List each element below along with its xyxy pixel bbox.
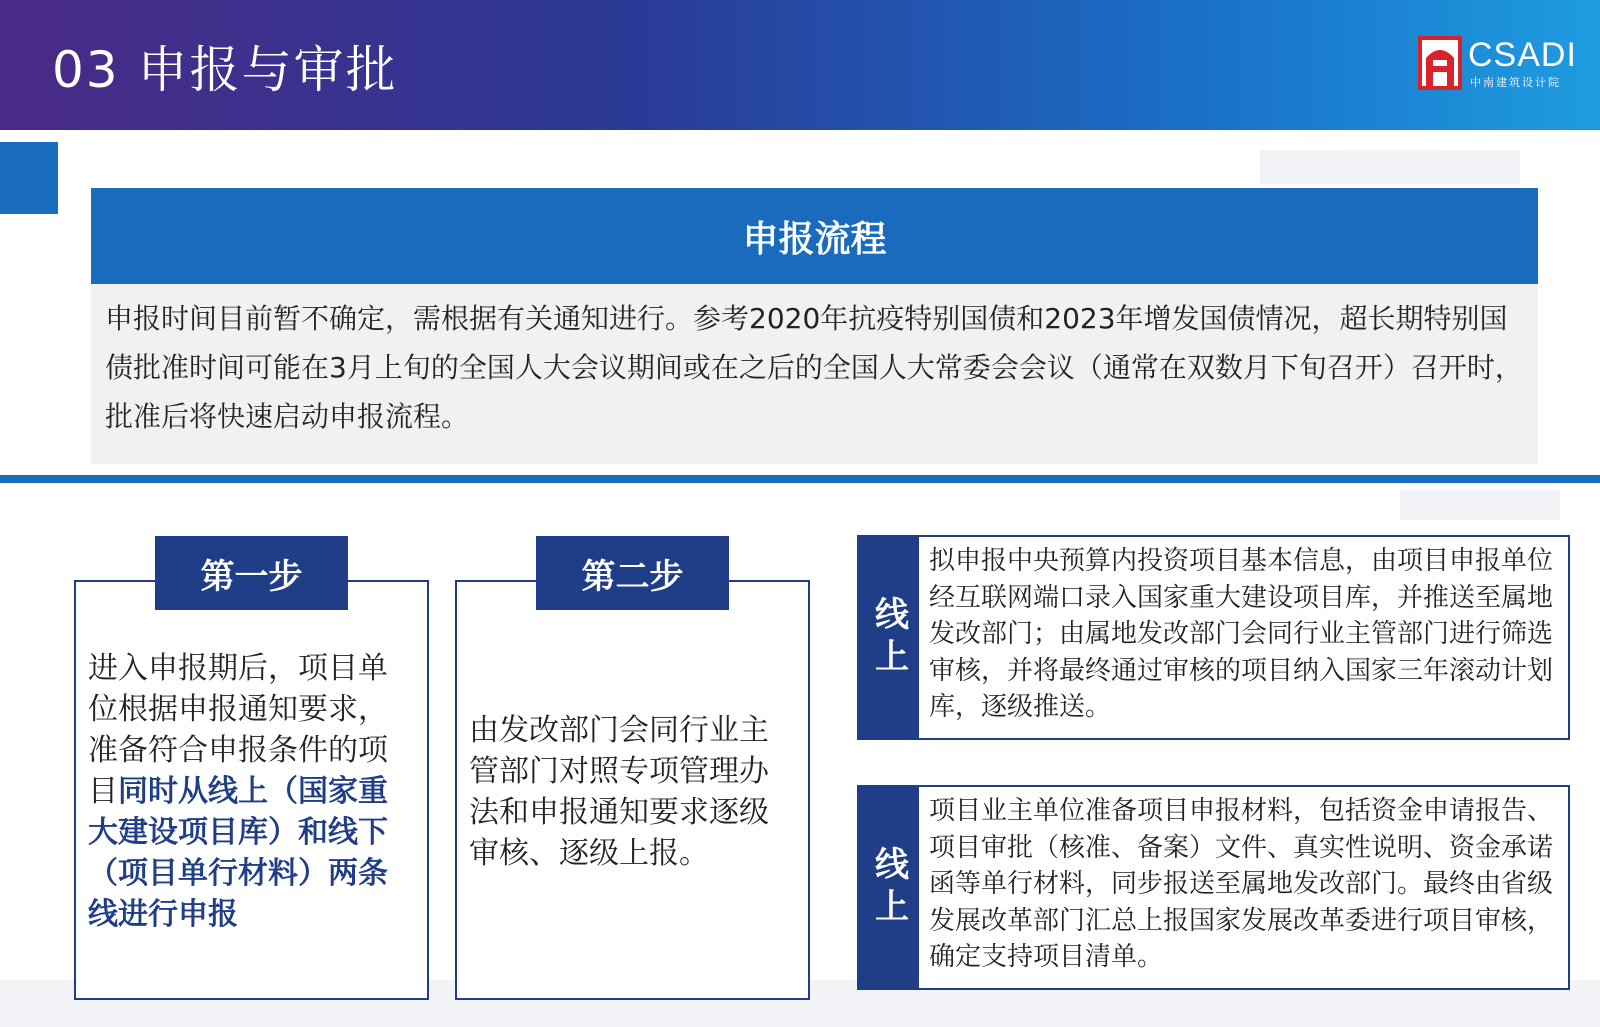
page-title: 03 申报与审批 [52, 41, 398, 99]
corner-accent [0, 142, 58, 214]
step1-text-highlight: 同时从线上（国家重大建设项目库）和线下（项目单行材料）两条线进行申报 [88, 774, 388, 932]
step2-label: 第二步 [536, 536, 729, 610]
online-label: 线上 [859, 537, 919, 738]
header-banner [0, 0, 1600, 130]
background-decor [1400, 490, 1560, 520]
csadi-logo [1418, 36, 1578, 94]
online-box [857, 535, 1570, 740]
logo-text: CSADI [1468, 36, 1577, 74]
step2-box [455, 580, 810, 1000]
logo-mark-icon [1418, 36, 1462, 90]
step1-text-plain: 进入申报期后，项目单位根据申报通知要求，准备符合申报条件的项目 [88, 651, 388, 809]
offline-box [857, 785, 1570, 990]
step1-text [88, 648, 413, 935]
online-text: 拟申报中央预算内投资项目基本信息，由项目申报单位经互联网端口录入国家重大建设项目库，并推送至属地发改部门；由属地发改部门会同行业主管部门进行筛选审核，并将最终通过审核的项目纳入国家三年滚动计划库，逐级推送。 [929, 546, 1554, 722]
flow-description-box [91, 284, 1538, 464]
section-divider [0, 475, 1600, 483]
flow-description: 申报时间目前暂不确定，需根据有关通知进行。参考2020年抗疫特别国债和2023年增发国债情况，超长期特别国债批准时间可能在3月上旬的全国人大会议期间或在之后的全国人大常委会会议（通常在双数月下旬召开）召开时，批准后将快速启动申报流程。 [105, 302, 1523, 433]
logo-subtitle: 中南建筑设计院 [1470, 76, 1561, 89]
step2-text: 由发改部门会同行业主管部门对照专项管理办法和申报通知要求逐级审核、逐级上报。 [469, 713, 769, 871]
step1-box [74, 580, 429, 1000]
offline-text: 项目业主单位准备项目申报材料，包括资金申请报告、项目审批（核准、备案）文件、真实性说明、资金承诺函等单行材料，同步报送至属地发改部门。最终由省级发展改革部门汇总上报国家发展改革委进行项目审核，确定支持项目清单。 [929, 796, 1554, 972]
flow-title: 申报流程 [91, 188, 1538, 284]
background-decor [1260, 150, 1520, 184]
offline-label: 线上 [859, 787, 919, 988]
step1-label: 第一步 [155, 536, 348, 610]
